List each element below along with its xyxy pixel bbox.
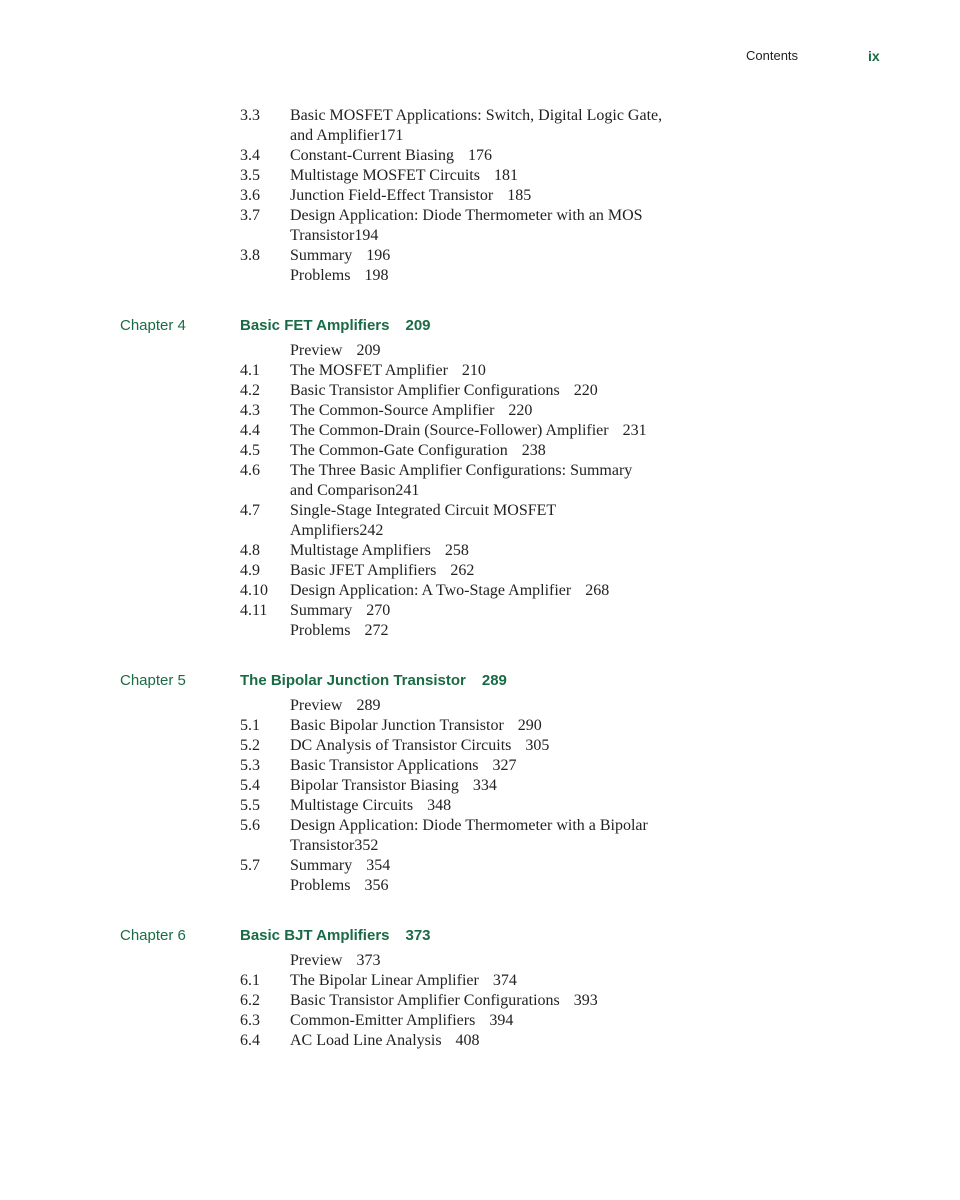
toc-entry [0,581,960,601]
section-number: 4.9 [240,562,260,579]
section-page: 394 [489,1012,514,1029]
toc-entry [0,796,960,816]
section-title-line [290,341,380,361]
section-title-line [290,716,542,736]
section-title-continued: and Comparison [290,482,396,499]
chapter-heading [0,926,960,951]
section-title: Basic Transistor Amplifier Configurations [290,382,560,399]
toc-entry [0,421,960,441]
section-number: 5.4 [240,777,260,794]
section-number: 4.11 [240,602,268,619]
toc-entry-continuation [0,481,960,501]
toc-entry [0,856,960,876]
section-page: 356 [364,877,389,894]
section-title: The Common-Source Amplifier [290,402,495,419]
section-title-line [290,991,598,1011]
section-title-continued: Transistor [290,837,355,854]
section-title-line [290,776,497,796]
section-title-line [290,501,556,521]
toc-entry [0,266,960,286]
toc-entry [0,501,960,521]
toc-entry [0,561,960,581]
section-number: 5.7 [240,857,260,874]
section-page: 181 [493,167,518,184]
section-page: 270 [366,602,391,619]
section-title-continued: Transistor [290,227,355,244]
toc-entry [0,621,960,641]
toc-entry [0,166,960,186]
section-title-line [290,561,474,581]
section-title: AC Load Line Analysis [290,1032,442,1049]
section-page: 408 [455,1032,480,1049]
toc-entry [0,461,960,481]
section-title: Problems [290,267,351,284]
section-number: 5.3 [240,757,260,774]
section-title-line [290,381,598,401]
section-title: The Bipolar Linear Amplifier [290,972,479,989]
section-number: 4.10 [240,582,268,599]
section-page: 289 [356,697,381,714]
section-title: Multistage MOSFET Circuits [290,167,480,184]
section-number: 4.2 [240,382,260,399]
section-page: 262 [450,562,475,579]
section-page: 241 [395,482,420,499]
toc-entry [0,401,960,421]
section-title: The MOSFET Amplifier [290,362,448,379]
toc-entry [0,601,960,621]
section-title: Problems [290,622,351,639]
chapter-heading [0,671,960,696]
section-title-line [290,856,390,876]
section-title-line [290,736,549,756]
toc-entry [0,951,960,971]
section-title: Basic Bipolar Junction Transistor [290,717,504,734]
toc-entry [0,341,960,361]
section-title-line [290,521,383,541]
section-title-line [290,541,469,561]
section-title: Multistage Amplifiers [290,542,431,559]
toc-entry [0,381,960,401]
toc-entry-continuation [0,126,960,146]
page-number: ix [868,48,880,64]
section-title: Bipolar Transistor Biasing [290,777,459,794]
section-page: 209 [356,342,381,359]
section-title-line [290,836,378,856]
section-page: 268 [585,582,610,599]
section-page: 327 [492,757,517,774]
section-title-line [290,106,662,126]
section-page: 176 [467,147,492,164]
section-title-line [290,421,647,441]
section-number: 3.7 [240,207,260,224]
section-page: 290 [517,717,542,734]
chapter-page: 373 [405,927,431,944]
section-number: 3.6 [240,187,260,204]
section-title: The Common-Drain (Source-Follower) Amplifier [290,422,609,439]
toc-entry-continuation [0,521,960,541]
section-page: 242 [359,522,384,539]
section-page: 220 [508,402,533,419]
section-page: 393 [573,992,598,1009]
section-title-line [290,361,486,381]
section-page: 185 [507,187,532,204]
section-title-line [290,266,388,286]
toc-entry [0,1011,960,1031]
toc-entry [0,441,960,461]
section-number: 4.4 [240,422,260,439]
section-page: 305 [525,737,550,754]
section-page: 354 [366,857,391,874]
section-number: 4.7 [240,502,260,519]
section-page: 231 [622,422,647,439]
section-title: Basic Transistor Amplifier Configurations [290,992,560,1009]
section-title-line [290,226,378,246]
section-number: 6.1 [240,972,260,989]
chapter-label: Chapter 5 [120,672,186,689]
section-number: 4.1 [240,362,260,379]
section-title: The Three Basic Amplifier Configurations: Summary [290,462,633,479]
running-head-label: Contents [746,48,799,63]
section-title: DC Analysis of Transistor Circuits [290,737,512,754]
section-title-line [290,971,517,991]
section-number: 3.5 [240,167,260,184]
section-title: Preview [290,952,343,969]
section-title-line [290,1011,513,1031]
toc-entry [0,756,960,776]
section-page: 258 [444,542,469,559]
toc-entry [0,716,960,736]
section-title-line [290,601,390,621]
toc-entry [0,696,960,716]
toc-entry [0,246,960,266]
section-number: 3.3 [240,107,260,124]
section-number: 5.5 [240,797,260,814]
section-title-line [290,581,609,601]
section-title-line [290,126,403,146]
section-page: 334 [472,777,497,794]
section-title-line [290,146,492,166]
section-title: Basic JFET Amplifiers [290,562,437,579]
section-title-line [290,481,419,501]
toc-entry [0,971,960,991]
section-title: Problems [290,877,351,894]
chapter-title: Basic FET Amplifiers [240,317,390,334]
section-number: 4.8 [240,542,260,559]
section-title: Junction Field-Effect Transistor [290,187,494,204]
chapter-page: 289 [481,672,507,689]
section-title: Multistage Circuits [290,797,414,814]
section-title: Preview [290,342,343,359]
section-title: Summary [290,602,353,619]
running-head [0,48,960,66]
toc-entry [0,876,960,896]
toc-entry [0,816,960,836]
section-title: Basic Transistor Applications [290,757,479,774]
section-title-line [290,206,643,226]
chapter-title-line [240,926,431,946]
section-title: Summary [290,857,353,874]
section-number: 5.6 [240,817,260,834]
toc-entry-continuation [0,226,960,246]
toc-entry [0,736,960,756]
section-title-line [290,756,516,776]
toc-entry [0,776,960,796]
chapter-title: The Bipolar Junction Transistor [240,672,466,689]
section-page: 352 [354,837,379,854]
section-page: 348 [427,797,452,814]
section-page: 194 [354,227,379,244]
section-number: 3.4 [240,147,260,164]
section-title-line [290,166,518,186]
section-page: 238 [521,442,546,459]
section-title-line [290,876,388,896]
chapter-page: 209 [405,317,431,334]
section-title: Design Application: A Two-Stage Amplifier [290,582,572,599]
chapter-title-line [240,316,431,336]
section-title: Design Application: Diode Thermometer with a Bipolar [290,817,648,834]
section-title-line [290,1031,480,1051]
section-title-line [290,441,546,461]
section-page: 210 [461,362,486,379]
toc-entry [0,186,960,206]
section-number: 3.8 [240,247,260,264]
section-title: Preview [290,697,343,714]
section-number: 4.5 [240,442,260,459]
section-number: 5.2 [240,737,260,754]
toc-entry [0,146,960,166]
section-page: 171 [379,127,404,144]
section-page: 196 [366,247,391,264]
section-title-line [290,621,388,641]
section-page: 198 [364,267,389,284]
section-title-line [290,401,532,421]
section-number: 6.3 [240,1012,260,1029]
section-title-line [290,951,380,971]
section-title: The Common-Gate Configuration [290,442,508,459]
section-title-line [290,796,451,816]
toc-entry [0,361,960,381]
section-page: 272 [364,622,389,639]
section-title-continued: Amplifiers [290,522,360,539]
section-page: 220 [573,382,598,399]
section-title-line [290,461,632,481]
toc-entry [0,541,960,561]
chapter-title-line [240,671,507,691]
chapter-heading [0,316,960,341]
section-title-line [290,696,380,716]
toc-entry [0,991,960,1011]
section-title-line [290,186,531,206]
chapter-label: Chapter 4 [120,317,186,334]
section-title: Summary [290,247,353,264]
section-number: 5.1 [240,717,260,734]
chapter-title: Basic BJT Amplifiers [240,927,390,944]
toc-entry [0,1031,960,1051]
section-title: Single-Stage Integrated Circuit MOSFET [290,502,557,519]
section-number: 6.2 [240,992,260,1009]
section-title: Design Application: Diode Thermometer with an MOS [290,207,643,224]
toc-entry-continuation [0,836,960,856]
table-of-contents [0,106,960,1051]
section-title-line [290,816,648,836]
section-page: 373 [356,952,381,969]
section-title: Constant-Current Biasing [290,147,454,164]
section-number: 4.3 [240,402,260,419]
section-title-line [290,246,390,266]
section-number: 6.4 [240,1032,260,1049]
section-page: 374 [492,972,517,989]
section-number: 4.6 [240,462,260,479]
toc-entry [0,106,960,126]
section-title: Common-Emitter Amplifiers [290,1012,476,1029]
chapter-label: Chapter 6 [120,927,186,944]
toc-entry [0,206,960,226]
section-title: Basic MOSFET Applications: Switch, Digital Logic Gate, [290,107,663,124]
section-title-continued: and Amplifier [290,127,380,144]
